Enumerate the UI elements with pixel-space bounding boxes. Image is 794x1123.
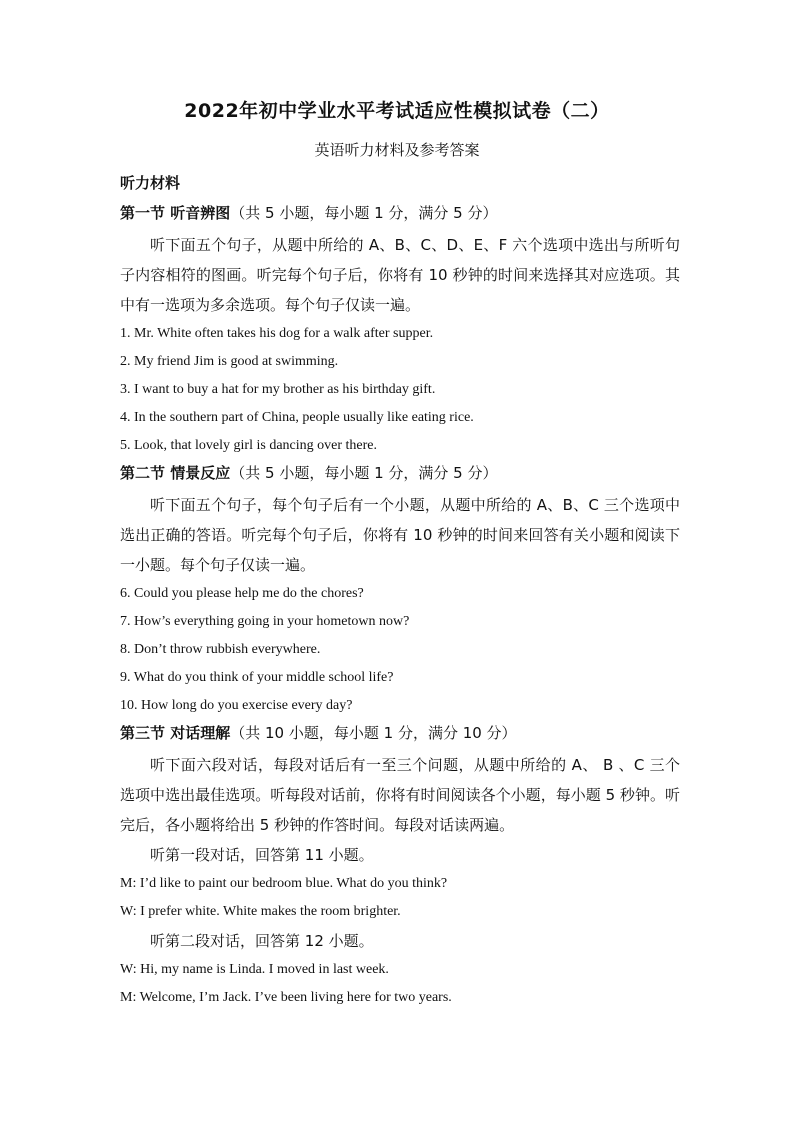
listening-heading: 听力材料 xyxy=(120,174,181,192)
section-2-instructions: 听下面五个句子，每个句子后有一个小题，从题中所给的 A、B、C 三个选项中选出正确的答语。听完每个句子后，你将有 10 秒钟的时间来回答有关小题和阅读下一小题。每个句子仅读一遍。 xyxy=(120,496,680,574)
sentence-9: 9. What do you think of your middle school life? xyxy=(120,670,394,685)
section-1-header xyxy=(120,200,680,226)
dialogue-2-line-1: W: Hi, my name is Linda. I moved in last week. xyxy=(120,962,389,977)
dialogue-2-prompt: 听第二段对话，回答第 12 小题。 xyxy=(150,932,374,950)
section-3-info: （共 10 小题，每小题 1 分，满分 10 分） xyxy=(230,724,517,742)
document-body xyxy=(120,170,680,1012)
sentence-5: 5. Look, that lovely girl is dancing over there. xyxy=(120,438,377,453)
section-2-info: （共 5 小题，每小题 1 分，满分 5 分） xyxy=(230,464,498,482)
dialogue-1-line-1: M: I’d like to paint our bedroom blue. What do you think? xyxy=(120,876,448,891)
page-subtitle: 英语听力材料及参考答案 xyxy=(314,141,480,159)
section-2-header xyxy=(120,460,680,486)
sentence-6: 6. Could you please help me do the chores? xyxy=(120,586,364,601)
page-title: 2022年初中学业水平考试适应性模拟试卷（二） xyxy=(184,100,610,122)
sentence-10: 10. How long do you exercise every day? xyxy=(120,698,353,713)
sentence-8: 8. Don’t throw rubbish everywhere. xyxy=(120,642,321,657)
sentence-1: 1. Mr. White often takes his dog for a walk after supper. xyxy=(120,326,434,341)
sentence-7: 7. How’s everything going in your hometown now? xyxy=(120,614,410,629)
dialogue-1-line-2: W: I prefer white. White makes the room brighter. xyxy=(120,904,401,919)
section-1-instructions: 听下面五个句子，从题中所给的 A、B、C、D、E、F 六个选项中选出与所听句子内容相符的图画。听完每个句子后，你将有 10 秒钟的时间来选择其对应选项。其中有一选项为多余选项。每个句子仅读一遍。 xyxy=(120,236,680,314)
dialogue-2-line-2: M: Welcome, I’m Jack. I’ve been living here for two years. xyxy=(120,990,452,1005)
sentence-3: 3. I want to buy a hat for my brother as his birthday gift. xyxy=(120,382,436,397)
section-2-title: 第二节 情景反应 xyxy=(120,464,231,482)
dialogue-1-prompt: 听第一段对话，回答第 11 小题。 xyxy=(150,846,374,864)
section-1-info: （共 5 小题，每小题 1 分，满分 5 分） xyxy=(230,204,498,222)
sentence-2: 2. My friend Jim is good at swimming. xyxy=(120,354,339,369)
section-1-title: 第一节 听音辨图 xyxy=(120,204,231,222)
section-3-header xyxy=(120,720,680,746)
section-3-title: 第三节 对话理解 xyxy=(120,724,231,742)
sentence-4: 4. In the southern part of China, people usually like eating rice. xyxy=(120,410,474,425)
section-3-instructions: 听下面六段对话，每段对话后有一至三个问题，从题中所给的 A、 B 、C 三个选项中选出最佳选项。听每段对话前，你将有时间阅读各个小题，每小题 5 秒钟。听完后，各小题将给出 5 秒钟的作答时间。每段对话读两遍。 xyxy=(120,756,680,834)
